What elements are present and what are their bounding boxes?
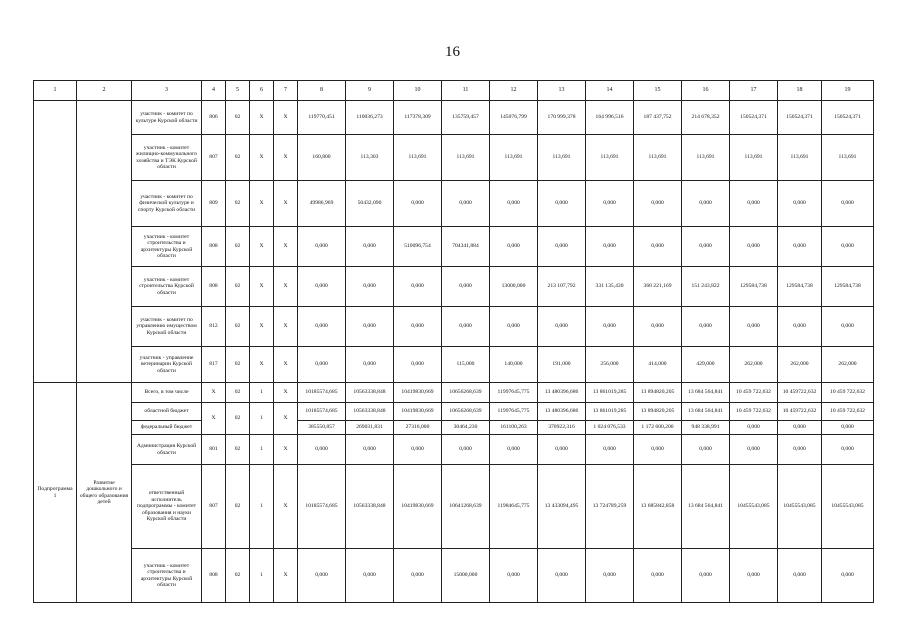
value-cell: 113,691 [442, 135, 490, 181]
column-header: 4 [202, 81, 226, 101]
value-cell: 213 107,792 [538, 267, 586, 307]
construction-row [34, 549, 874, 603]
value-cell: 110036,273 [346, 101, 394, 135]
value-cell: 117378,309 [394, 101, 442, 135]
code-cell: 808 [202, 549, 226, 603]
value-cell: 0,000 [394, 549, 442, 603]
column-header: 5 [226, 81, 250, 101]
value-cell: 160,800 [298, 135, 346, 181]
value-cell: 191,000 [538, 347, 586, 383]
row-description: участник - управление ветеринарии Курской области [132, 347, 202, 383]
subprogram-title: Развитие дошкольного и общего образования детей [77, 383, 132, 603]
value-cell: 10419830,669 [394, 383, 442, 403]
value-cell: 0,000 [442, 435, 490, 465]
value-cell: 0,000 [442, 267, 490, 307]
subprogram-name: Подпрограмма 1 [34, 383, 77, 603]
value-cell: 0,000 [490, 435, 538, 465]
value-cell: 0,000 [778, 227, 822, 267]
value-cell: 0,000 [586, 181, 634, 227]
value-cell: 30464,230 [442, 421, 490, 435]
row-description: участник - комитет жилищно-коммунального хозяйства и ТЭК Курской области [132, 135, 202, 181]
value-cell: 170 999,378 [538, 101, 586, 135]
value-cell: 262,000 [822, 347, 874, 383]
column-header: 13 [538, 81, 586, 101]
value-cell: 10 459 722,632 [822, 403, 874, 421]
value-cell: 510096,754 [394, 227, 442, 267]
code-cell: X [250, 135, 274, 181]
value-cell: 0,000 [490, 181, 538, 227]
value-cell: 0,000 [346, 435, 394, 465]
value-cell: 0,000 [822, 307, 874, 347]
value-cell: 49986,969 [298, 181, 346, 227]
value-cell: 11984645,775 [490, 465, 538, 549]
code-cell: 02 [226, 347, 250, 383]
value-cell: 0,000 [778, 435, 822, 465]
value-cell: 0,000 [298, 435, 346, 465]
value-cell: 0,000 [490, 307, 538, 347]
value-cell: 10185574,685 [298, 403, 346, 421]
value-cell: 0,000 [346, 307, 394, 347]
code-cell: X [274, 227, 298, 267]
value-cell: 262,000 [778, 347, 822, 383]
value-cell: 262,000 [730, 347, 778, 383]
value-cell: 0,000 [346, 549, 394, 603]
value-cell: 13 861019,285 [586, 383, 634, 403]
value-cell: 10455543,085 [822, 465, 874, 549]
column-header: 9 [346, 81, 394, 101]
value-cell: 0,000 [346, 227, 394, 267]
value-cell: 151 243,822 [682, 267, 730, 307]
row-description: ответственный исполнитель подпрограммы - комитет образования и науки Курской области [132, 465, 202, 549]
code-cell: 02 [226, 383, 250, 403]
value-cell: 140,000 [490, 347, 538, 383]
value-cell: 10185574,685 [298, 383, 346, 403]
value-cell: 13 433094,495 [538, 465, 586, 549]
column-header: 7 [274, 81, 298, 101]
code-cell: X [250, 181, 274, 227]
code-cell: X [274, 403, 298, 435]
code-cell: X [202, 383, 226, 403]
row-description: федеральный бюджет [132, 421, 202, 435]
participant-row [34, 267, 874, 307]
code-cell: 809 [202, 181, 226, 227]
header-row [34, 81, 874, 101]
row-description: участник - комитет строительства и архитектуры Курской области [132, 227, 202, 267]
value-cell: 0,000 [586, 435, 634, 465]
value-cell: 0,000 [586, 227, 634, 267]
column-header: 11 [442, 81, 490, 101]
column-header: 6 [250, 81, 274, 101]
value-cell: 0,000 [730, 227, 778, 267]
code-cell: 02 [226, 403, 250, 435]
code-cell: 817 [202, 347, 226, 383]
value-cell: 0,000 [730, 435, 778, 465]
value-cell: 385550,857 [298, 421, 346, 435]
value-cell: 113,303 [346, 135, 394, 181]
value-cell: 0,000 [538, 435, 586, 465]
value-cell: 331 135,430 [586, 267, 634, 307]
value-cell: 0,000 [394, 267, 442, 307]
value-cell: 0,000 [778, 307, 822, 347]
value-cell: 150524,371 [730, 101, 778, 135]
budget-table [33, 80, 874, 603]
participant-row [34, 227, 874, 267]
value-cell: 0,000 [682, 227, 730, 267]
code-cell: 801 [202, 435, 226, 465]
value-cell: 0,000 [682, 307, 730, 347]
code-cell: 807 [202, 135, 226, 181]
value-cell: 0,000 [298, 227, 346, 267]
value-cell: 13 480396,686 [538, 383, 586, 403]
value-cell: 0,000 [634, 181, 682, 227]
value-cell: 113,691 [730, 135, 778, 181]
value-cell: 0,000 [730, 181, 778, 227]
code-cell: 1 [250, 465, 274, 549]
responsible-row [34, 465, 874, 549]
value-cell: 360 221,169 [634, 267, 682, 307]
code-cell: X [274, 549, 298, 603]
value-cell: 0,000 [634, 435, 682, 465]
value-cell: 0,000 [490, 227, 538, 267]
value-cell: 113,691 [682, 135, 730, 181]
code-cell: 1 [250, 383, 274, 403]
value-cell: 13 894820,205 [634, 383, 682, 403]
value-cell: 10419830,669 [394, 465, 442, 549]
value-cell: 1 024 076,533 [586, 421, 634, 435]
code-cell: 02 [226, 181, 250, 227]
code-cell: X [274, 347, 298, 383]
code-cell: X [274, 101, 298, 135]
column-header: 2 [77, 81, 132, 101]
column-header: 10 [394, 81, 442, 101]
code-cell: 808 [202, 267, 226, 307]
value-cell: 0,000 [730, 549, 778, 603]
col2-empty [77, 101, 132, 383]
value-cell: 0,000 [538, 181, 586, 227]
value-cell: 11997645,775 [490, 403, 538, 421]
value-cell: 129584,738 [730, 267, 778, 307]
code-cell: 02 [226, 267, 250, 307]
value-cell: 115,000 [442, 347, 490, 383]
administration-row [34, 435, 874, 465]
value-cell: 0,000 [298, 549, 346, 603]
code-cell: X [250, 347, 274, 383]
column-header: 8 [298, 81, 346, 101]
value-cell: 256,000 [586, 347, 634, 383]
value-cell: 10563338,848 [346, 403, 394, 421]
subprogram-total-row [34, 383, 874, 403]
value-cell: 129584,738 [778, 267, 822, 307]
value-cell: 0,000 [298, 347, 346, 383]
code-cell: X [250, 101, 274, 135]
value-cell: 0,000 [538, 227, 586, 267]
code-cell: 807 [202, 465, 226, 549]
value-cell: 429,000 [682, 347, 730, 383]
value-cell: 0,000 [586, 307, 634, 347]
code-cell: 02 [226, 307, 250, 347]
value-cell: 150524,371 [778, 101, 822, 135]
value-cell: 0,000 [730, 421, 778, 435]
value-cell: 10 459722,632 [778, 403, 822, 421]
column-header: 14 [586, 81, 634, 101]
value-cell: 113,691 [586, 135, 634, 181]
code-cell: 808 [202, 227, 226, 267]
value-cell: 10 459 722,632 [822, 383, 874, 403]
column-header: 17 [730, 81, 778, 101]
row-description: Всего, в том числе [132, 383, 202, 403]
value-cell: 113,691 [490, 135, 538, 181]
value-cell: 1 172 600,200 [634, 421, 682, 435]
value-cell: 13000,000 [490, 267, 538, 307]
value-cell: 113,691 [778, 135, 822, 181]
code-cell: 02 [226, 135, 250, 181]
value-cell: 214 678,352 [682, 101, 730, 135]
value-cell: 13 684 564,841 [682, 383, 730, 403]
code-cell: 1 [250, 403, 274, 435]
value-cell: 13 684 564,841 [682, 403, 730, 421]
value-cell: 0,000 [778, 421, 822, 435]
code-cell: X [274, 181, 298, 227]
value-cell: 10656268,639 [442, 403, 490, 421]
value-cell: 10419830,669 [394, 403, 442, 421]
value-cell: 113,691 [822, 135, 874, 181]
participant-row [34, 135, 874, 181]
value-cell: 0,000 [394, 307, 442, 347]
code-cell: X [274, 267, 298, 307]
regional-budget-row [34, 403, 874, 421]
value-cell: 948 338,991 [682, 421, 730, 435]
value-cell: 0,000 [822, 435, 874, 465]
value-cell: 10656268,639 [442, 383, 490, 403]
value-cell: 13 724789,259 [586, 465, 634, 549]
column-header: 16 [682, 81, 730, 101]
row-description: Администрация Курской области [132, 435, 202, 465]
value-cell: 0,000 [822, 227, 874, 267]
code-cell: X [250, 267, 274, 307]
value-cell: 0,000 [822, 181, 874, 227]
value-cell: 0,000 [298, 267, 346, 307]
value-cell: 0,000 [442, 307, 490, 347]
participant-row [34, 307, 874, 347]
code-cell: X [250, 227, 274, 267]
code-cell: 02 [226, 101, 250, 135]
code-cell: X [274, 307, 298, 347]
federal-budget-row [34, 421, 874, 435]
value-cell: 0,000 [682, 549, 730, 603]
row-description: участник - комитет по физической культуре и спорту Курской области [132, 181, 202, 227]
value-cell: 0,000 [634, 227, 682, 267]
value-cell: 10 459722,632 [778, 383, 822, 403]
participant-row [34, 347, 874, 383]
page-number: 16 [445, 44, 460, 60]
value-cell: 129584,738 [822, 267, 874, 307]
code-cell: 1 [250, 435, 274, 465]
value-cell: 113,691 [634, 135, 682, 181]
code-cell: 02 [226, 549, 250, 603]
value-cell: 135759,457 [442, 101, 490, 135]
row-description: участник - комитет строительства Курской области [132, 267, 202, 307]
value-cell: 0,000 [298, 307, 346, 347]
value-cell: 145076,799 [490, 101, 538, 135]
value-cell: 13 894820,205 [634, 403, 682, 421]
value-cell: 10641268,639 [442, 465, 490, 549]
value-cell: 10563338,848 [346, 465, 394, 549]
value-cell: 0,000 [634, 307, 682, 347]
code-cell: 1 [250, 549, 274, 603]
row-description: участник - комитет строительства и архитектуры Курской области [132, 549, 202, 603]
code-cell: X [250, 307, 274, 347]
code-cell: X [274, 135, 298, 181]
row-description: участник - комитет по культуре Курской области [132, 101, 202, 135]
value-cell: 164 996,516 [586, 101, 634, 135]
value-cell: 10 459 722,632 [730, 403, 778, 421]
value-cell: 0,000 [682, 181, 730, 227]
col1-empty [34, 101, 77, 383]
code-cell: 812 [202, 307, 226, 347]
code-cell: X [274, 383, 298, 403]
column-header: 18 [778, 81, 822, 101]
value-cell: 370922,316 [538, 421, 586, 435]
column-header: 15 [634, 81, 682, 101]
value-cell: 187 437,752 [634, 101, 682, 135]
value-cell: 10 459 722,632 [730, 383, 778, 403]
column-header: 1 [34, 81, 77, 101]
value-cell: 0,000 [586, 549, 634, 603]
value-cell: 13 861019,285 [586, 403, 634, 421]
value-cell: 27316,000 [394, 421, 442, 435]
value-cell: 161100,263 [490, 421, 538, 435]
value-cell: 0,000 [730, 307, 778, 347]
participant-row [34, 101, 874, 135]
code-cell: 806 [202, 101, 226, 135]
code-cell: 02 [226, 465, 250, 549]
value-cell: 50432,090 [346, 181, 394, 227]
value-cell: 10455543,085 [730, 465, 778, 549]
value-cell: 0,000 [442, 181, 490, 227]
value-cell: 10455543,085 [778, 465, 822, 549]
value-cell: 10185574,685 [298, 465, 346, 549]
value-cell: 13 685842,858 [634, 465, 682, 549]
value-cell: 0,000 [778, 181, 822, 227]
value-cell: 0,000 [538, 549, 586, 603]
value-cell: 0,000 [490, 549, 538, 603]
value-cell: 0,000 [778, 549, 822, 603]
value-cell: 150524,371 [822, 101, 874, 135]
value-cell: 113,691 [394, 135, 442, 181]
value-cell: 0,000 [394, 181, 442, 227]
value-cell: 15000,000 [442, 549, 490, 603]
value-cell: 119770,451 [298, 101, 346, 135]
value-cell: 13 684 564,841 [682, 465, 730, 549]
value-cell: 704341,884 [442, 227, 490, 267]
value-cell: 0,000 [538, 307, 586, 347]
value-cell: 269031,831 [346, 421, 394, 435]
value-cell: 10563338,848 [346, 383, 394, 403]
code-cell: 02 [226, 435, 250, 465]
value-cell: 0,000 [682, 435, 730, 465]
value-cell: 0,000 [822, 421, 874, 435]
value-cell: 414,000 [634, 347, 682, 383]
value-cell: 0,000 [346, 347, 394, 383]
value-cell: 0,000 [822, 549, 874, 603]
participant-row [34, 181, 874, 227]
row-description: участник - комитет по управлению имуществом Курской области [132, 307, 202, 347]
value-cell: 13 480396,686 [538, 403, 586, 421]
value-cell: 0,000 [394, 347, 442, 383]
value-cell: 11997645,775 [490, 383, 538, 403]
value-cell: 0,000 [634, 549, 682, 603]
code-cell: 02 [226, 227, 250, 267]
value-cell: 113,691 [538, 135, 586, 181]
value-cell: 0,000 [394, 435, 442, 465]
row-description: областной бюджет [132, 403, 202, 421]
code-cell: X [202, 403, 226, 435]
column-header: 19 [822, 81, 874, 101]
code-cell: X [274, 435, 298, 465]
code-cell: X [274, 465, 298, 549]
column-header: 12 [490, 81, 538, 101]
column-header: 3 [132, 81, 202, 101]
value-cell: 0,000 [346, 267, 394, 307]
